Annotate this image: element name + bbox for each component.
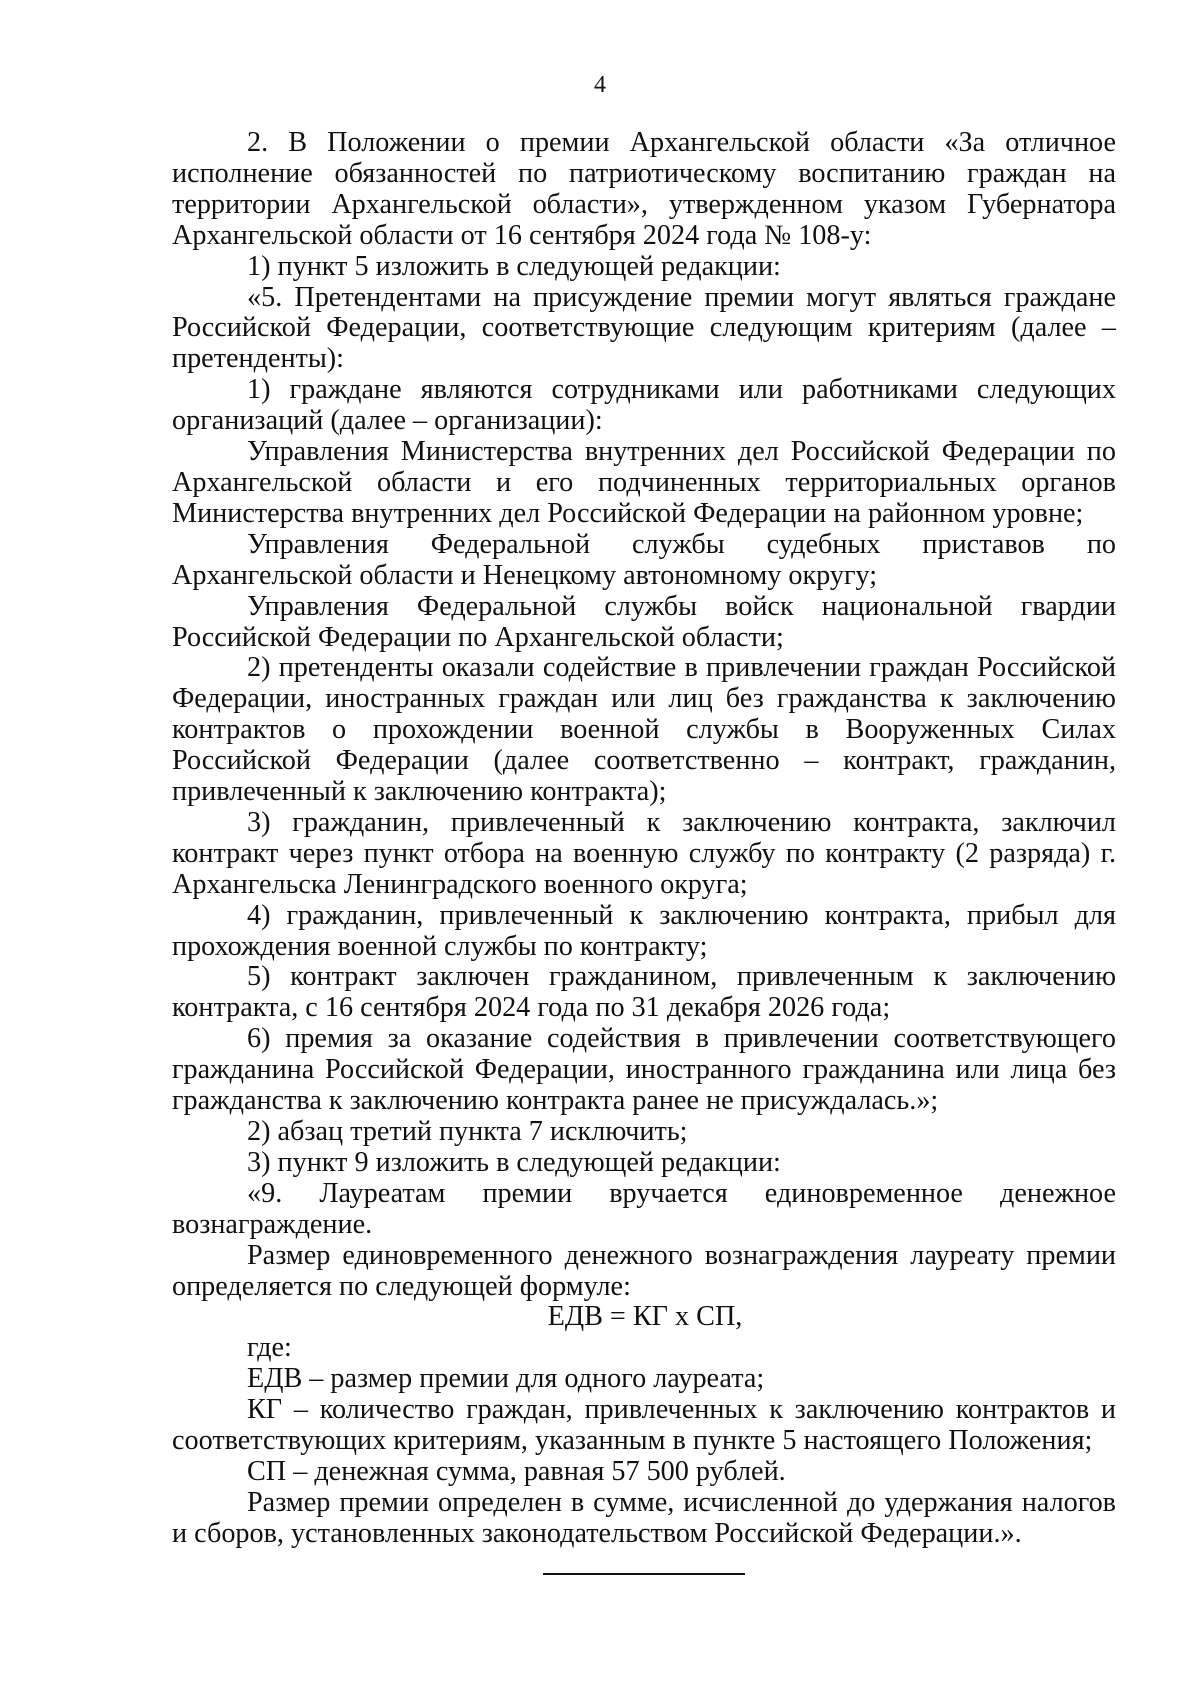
paragraph-clause-5: «5. Претендентами на присуждение премии могут являться граждане Российской Федерации, соответствующие следующим критериям (далее – претенденты): xyxy=(172,281,1116,375)
paragraph-item-1: 1) пункт 5 изложить в следующей редакции: xyxy=(247,250,781,282)
paragraph-intro: 2. В Положении о премии Архангельской области «За отличное исполнение обязанностей по патриотическому воспитанию граждан на территории Архангельской области», утвержденном указом Губернатора Архангельской области от 16 сентября 2024 года № 108-у: xyxy=(172,127,1116,251)
document-body xyxy=(172,128,1116,1550)
paragraph-criterion-1: 1) граждане являются сотрудниками или работниками следующих организаций (далее – организации): xyxy=(172,374,1116,437)
paragraph-criterion-4: 4) гражданин, привлеченный к заключению контракта, прибыл для прохождения военной службы по контракту; xyxy=(172,899,1116,962)
paragraph-criterion-2: 2) претенденты оказали содействие в привлечении граждан Российской Федерации, иностранных граждан или лиц без гражданства к заключению контрактов о прохождении военной службы в Вооруженных Силах Российской Федерации (далее соответственно – контракт, гражданин, привлеченный к заключению контракта); xyxy=(172,652,1116,808)
paragraph-item-2: 2) абзац третий пункта 7 исключить; xyxy=(247,1116,688,1147)
paragraph-def-edv: ЕДВ – размер премии для одного лауреата; xyxy=(247,1363,765,1395)
paragraph-def-sp: СП – денежная сумма, равная 57 500 рублей. xyxy=(247,1455,786,1487)
paragraph-formula-intro: Размер единовременного денежного вознаграждения лауреату премии определяется по следующей формуле: xyxy=(172,1239,1116,1302)
end-separator-line xyxy=(543,1573,745,1575)
paragraph-criterion-3: 3) гражданин, привлеченный к заключению контракта, заключил контракт через пункт отбора на военную службу по контракту (2 разряда) г. Архангельска Ленинградского военного округа; xyxy=(172,806,1116,900)
paragraph-item-3: 3) пункт 9 изложить в следующей редакции: xyxy=(247,1146,781,1178)
paragraph-criterion-6: 6) премия за оказание содействия в привлечении соответствующего гражданина Российской Федерации, иностранного гражданина или лица без гражданства к заключению контракта ранее не присуждалась.»; xyxy=(172,1023,1116,1117)
paragraph-where: где: xyxy=(247,1332,292,1364)
paragraph-org-fssp: Управления Федеральной службы судебных приставов по Архангельской области и Ненецкому автономному округу; xyxy=(172,528,1116,591)
page-number: 4 xyxy=(594,72,606,98)
paragraph-def-kg: КГ – количество граждан, привлеченных к заключению контрактов и соответствующих критериям, указанным в пункте 5 настоящего Положения; xyxy=(172,1394,1116,1457)
paragraph-criterion-5: 5) контракт заключен гражданином, привлеченным к заключению контракта, с 16 сентября 2024 года по 31 декабря 2026 года; xyxy=(172,961,1116,1024)
formula: ЕДВ = КГ х СП, xyxy=(547,1301,743,1333)
paragraph-clause-9: «9. Лауреатам премии вручается единовременное денежное вознаграждение. xyxy=(172,1177,1116,1240)
paragraph-org-rosgvardia: Управления Федеральной службы войск национальной гвардии Российской Федерации по Архангельской области; xyxy=(172,590,1116,653)
paragraph-org-mvd: Управления Министерства внутренних дел Российской Федерации по Архангельской области и его подчиненных территориальных органов Министерства внутренних дел Российской Федерации на районном уровне; xyxy=(172,436,1116,529)
paragraph-taxes: Размер премии определен в сумме, исчисленной до удержания налогов и сборов, установленных законодательством Российской Федерации.». xyxy=(172,1486,1116,1549)
